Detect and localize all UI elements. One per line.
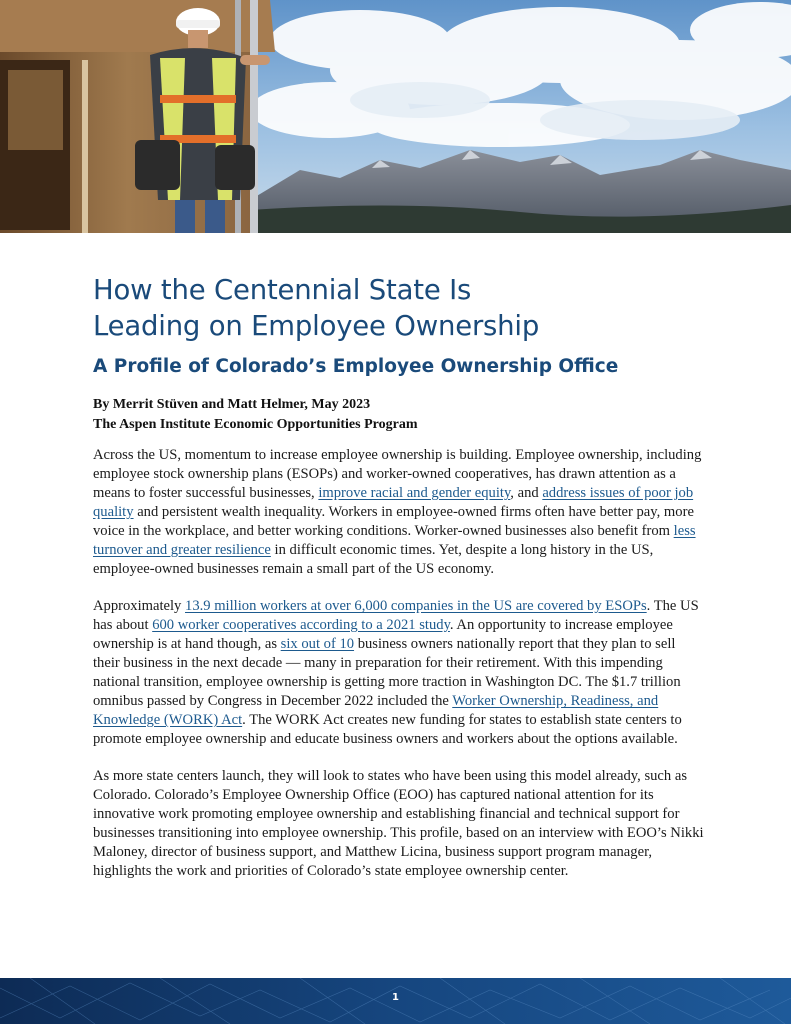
link-poor-job-quality[interactable]: address issues of poor job quality: [93, 485, 694, 520]
page-number: 1: [392, 992, 399, 1003]
byline-program: The Aspen Institute Economic Opportunities Program: [93, 417, 418, 432]
p1-text-1: Across the US, momentum to increase employee ownership is building. Employee ownership, including employee stock ownership plans (ESOPs) and worker-owned cooperatives, has drawn attention as a means to foster successful businesses,: [93, 447, 702, 501]
p1-text-3: and persistent wealth inequality. Workers in employee-owned firms often have better pay, more voice in the workplace, and better working conditions. Worker-owned businesses also benefit from: [93, 504, 694, 539]
hero-image: [0, 0, 791, 233]
p2-text-3: . An opportunity to increase employee ownership is at hand though, as: [93, 617, 673, 652]
link-six-out-of-ten[interactable]: six out of 10: [280, 636, 355, 652]
link-worker-cooperatives-study[interactable]: 600 worker cooperatives according to a 2021 study: [152, 617, 450, 633]
p1-text-4: in difficult economic times. Yet, despite a long history in the US, employee-owned businesses remain a small part of the US economy.: [93, 542, 654, 577]
link-work-act[interactable]: Worker Ownership, Readiness, and Knowledge (WORK) Act: [93, 693, 659, 728]
p2-text-2: . The US has about: [93, 598, 699, 633]
hero-illustration: [0, 0, 791, 233]
p1-text-2: , and: [510, 485, 543, 501]
byline: [93, 395, 713, 435]
link-racial-gender-equity[interactable]: improve racial and gender equity: [318, 485, 511, 501]
paragraph-2: [93, 597, 705, 749]
p2-text-5: . The WORK Act creates new funding for states to establish state centers to promote employee ownership and educate business owners and workers about the options available.: [93, 712, 682, 747]
p2-text-4: business owners nationally report that they plan to sell their business in the next decade — many in preparation for their retirement. With this impending national transition, employee ownership is getting more traction in Washington DC. The $1.7 trillion omnibus passed by Congress in December 2022 included the: [93, 636, 681, 709]
article-body: [93, 446, 705, 899]
paragraph-1: [93, 446, 705, 579]
link-turnover-resilience[interactable]: less turnover and greater resilience: [93, 523, 696, 558]
link-esop-workers[interactable]: 13.9 million workers at over 6,000 companies in the US are covered by ESOPs: [185, 598, 647, 614]
paragraph-3: [93, 767, 705, 881]
title-line-1: How the Centennial State Is: [93, 274, 472, 306]
p3-text-1: As more state centers launch, they will look to states who have been using this model already, such as Colorado. Colorado’s Employee Ownership Office (EOO) has captured national attention for its innovative work promoting employee ownership and establishing financial and technical support for businesses transitioning into employee ownership. This profile, based on an interview with EOO’s Nikki Maloney, director of business support, and Matthew Licina, business support program manager, highlights the work and priorities of Colorado’s state employee ownership center.: [93, 768, 704, 879]
byline-authors: By Merrit Stüven and Matt Helmer, May 2023: [93, 397, 371, 412]
p2-text-1: Approximately: [93, 598, 186, 614]
title-line-2: Leading on Employee Ownership: [93, 310, 540, 342]
page-title: [93, 272, 713, 344]
page-subtitle: A Profile of Colorado’s Employee Ownership Office: [93, 356, 619, 377]
